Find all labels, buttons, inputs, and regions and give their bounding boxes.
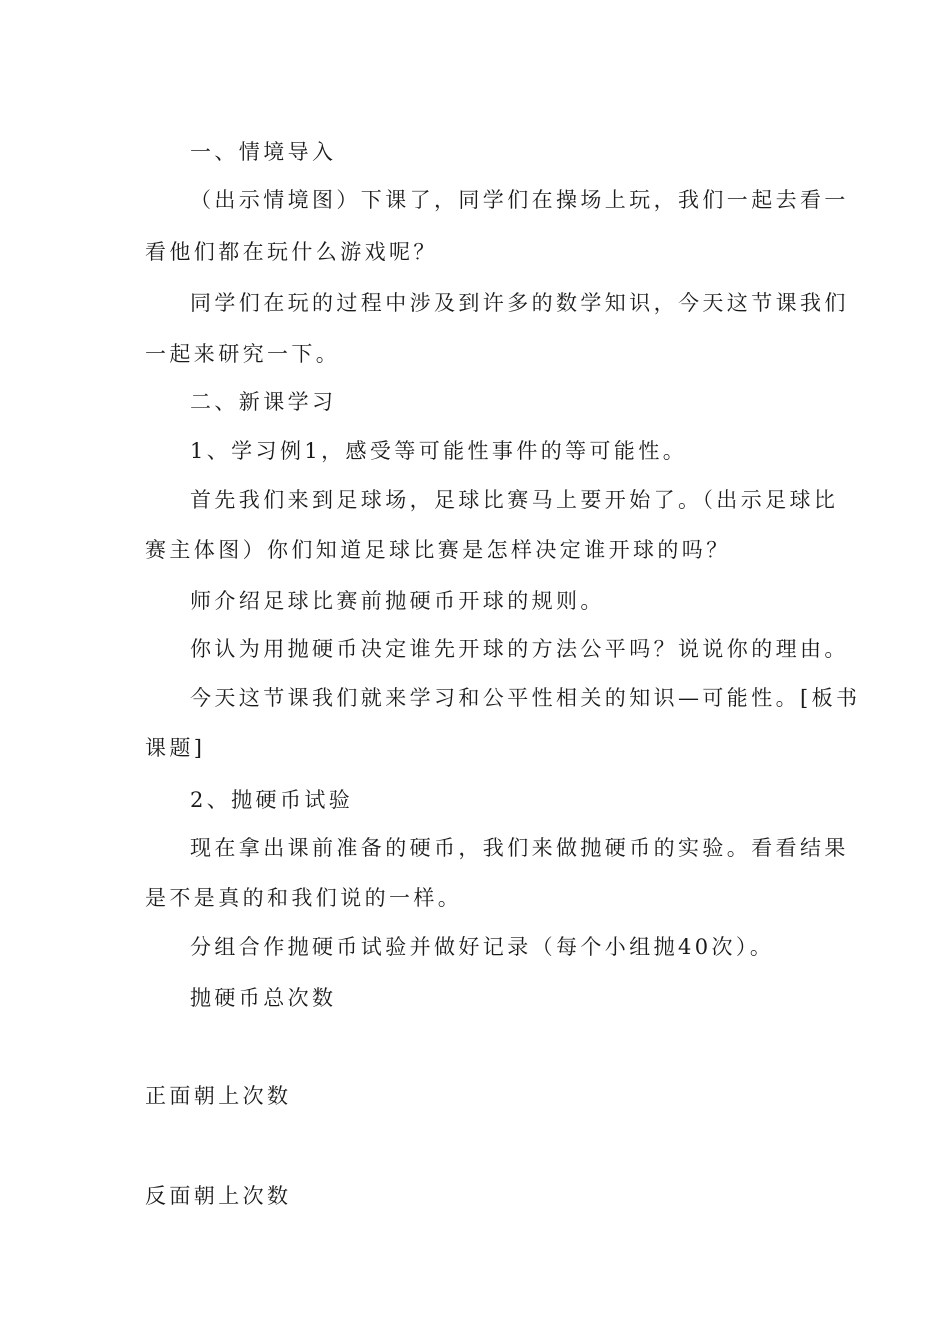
record-label-tails: 反面朝上次数	[145, 1184, 292, 1208]
subsection-heading-coin-experiment: 2、抛硬币试验	[190, 788, 354, 812]
paragraph-line: 首先我们来到足球场，足球比赛马上要开始了。（出示足球比	[190, 488, 839, 512]
paragraph-line: 是不是真的和我们说的一样。	[145, 886, 463, 910]
record-label-heads: 正面朝上次数	[145, 1084, 292, 1108]
paragraph-line: 师介绍足球比赛前抛硬币开球的规则。	[190, 589, 605, 613]
subsection-heading-example: 1、学习例1，感受等可能性事件的等可能性。	[190, 439, 688, 463]
section-heading-intro: 一、情境导入	[190, 140, 337, 164]
paragraph-line: 你认为用抛硬币决定谁先开球的方法公平吗？说说你的理由。	[190, 637, 849, 661]
paragraph-line: 课题]	[145, 736, 206, 760]
paragraph-line: 今天这节课我们就来学习和公平性相关的知识—可能性。[板书	[190, 686, 861, 710]
paragraph-line: 一起来研究一下。	[145, 342, 341, 366]
paragraph-line: 现在拿出课前准备的硬币，我们来做抛硬币的实验。看看结果	[190, 836, 849, 860]
section-heading-new-lesson: 二、新课学习	[190, 390, 337, 414]
record-label-total: 抛硬币总次数	[190, 986, 337, 1010]
paragraph-line: （出示情境图）下课了，同学们在操场上玩，我们一起去看一	[190, 188, 849, 212]
paragraph-line: 看他们都在玩什么游戏呢？	[145, 240, 438, 264]
paragraph-line: 同学们在玩的过程中涉及到许多的数学知识，今天这节课我们	[190, 291, 849, 315]
paragraph-line: 赛主体图）你们知道足球比赛是怎样决定谁开球的吗？	[145, 538, 731, 562]
paragraph-line: 分组合作抛硬币试验并做好记录（每个小组抛40次）。	[190, 935, 775, 959]
